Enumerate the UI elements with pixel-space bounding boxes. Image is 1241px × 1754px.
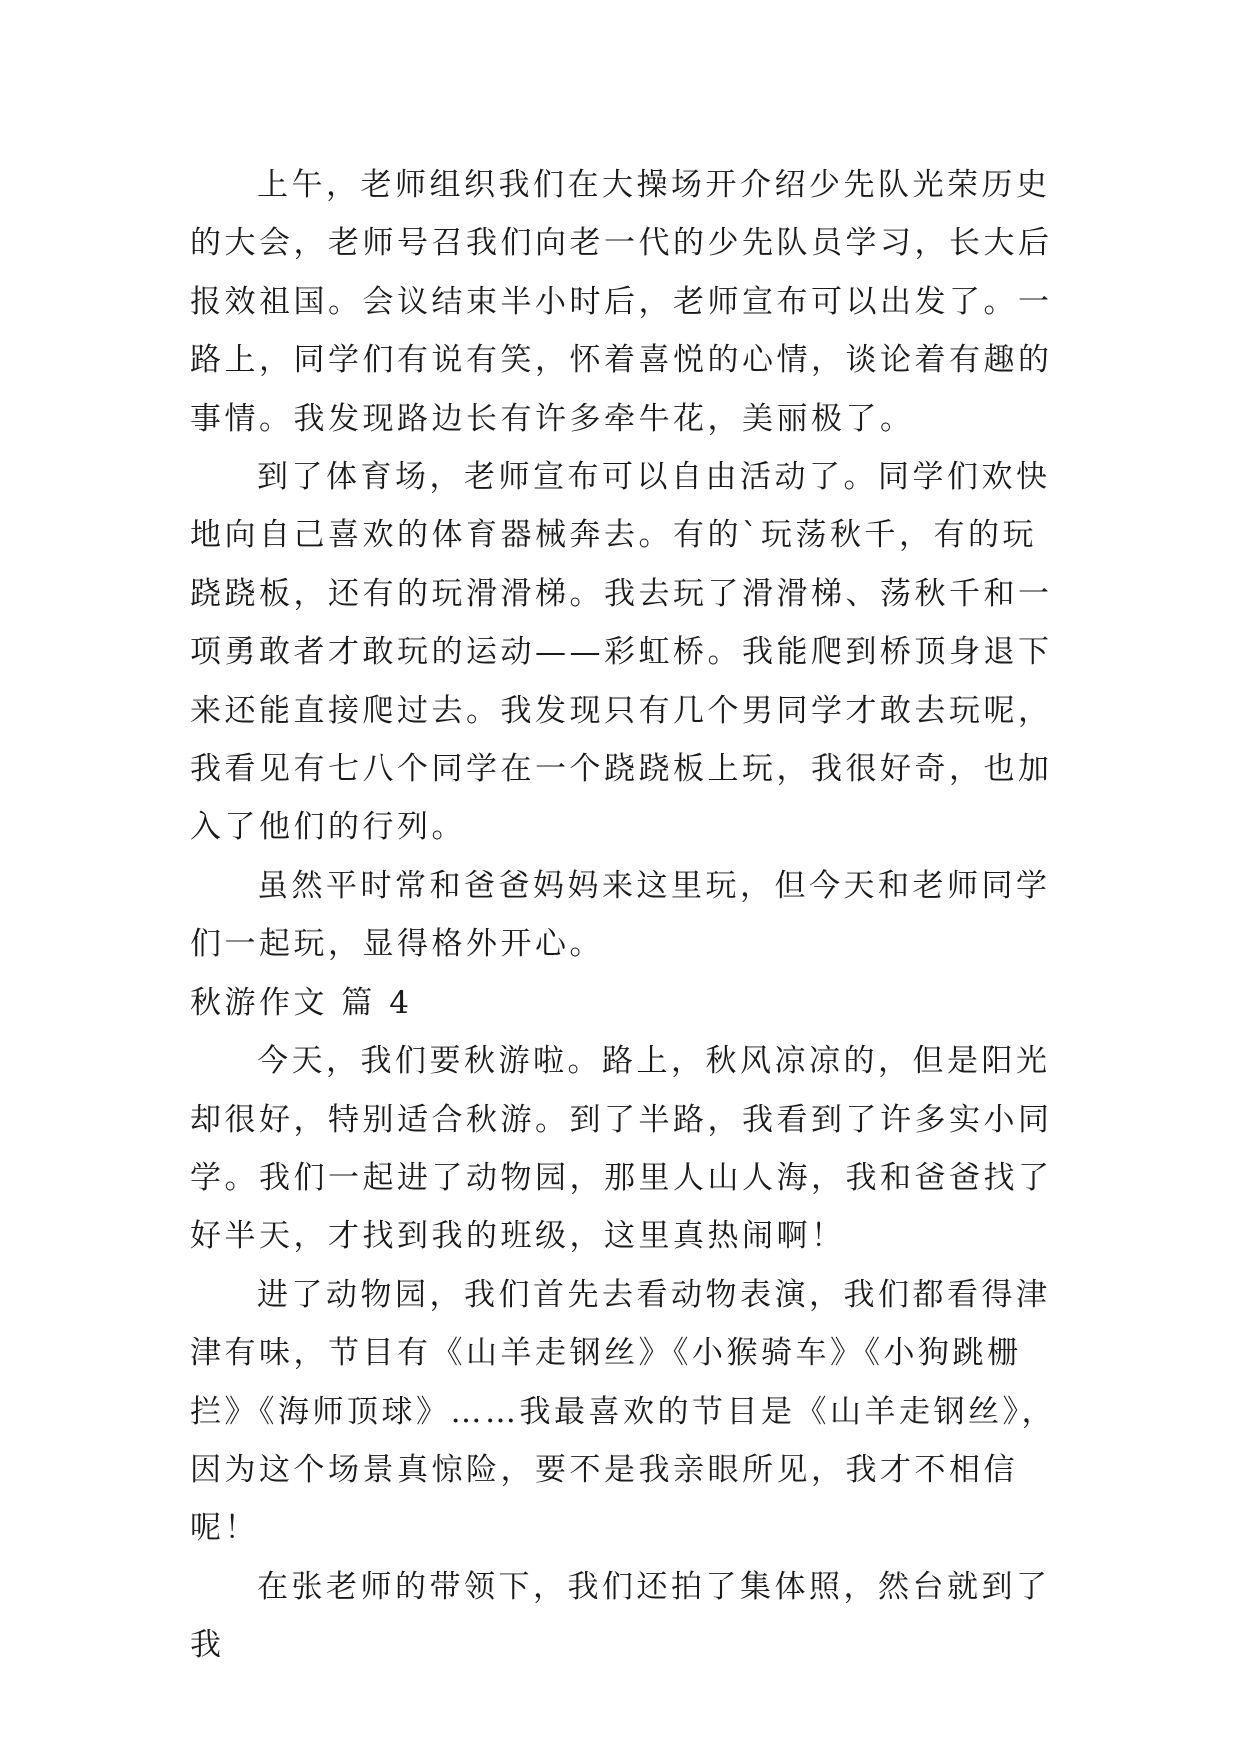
paragraph-zoo-show: 进了动物园，我们首先去看动物表演，我们都看得津津有味，节目有《山羊走钢丝》《小猴骑车》《小狗跳栅拦》《海师顶球》……我最喜欢的节目是《山羊走钢丝》，因为这个场景真惊险，要不是我亲眼所见，我才不相信呢！ <box>190 1276 1056 1547</box>
paragraph-morning-assembly: 上午，老师组织我们在大操场开介绍少先队光荣历史的大会，老师号召我们向老一代的少先队员学习，长大后报效祖国。会议结束半小时后，老师宣布可以出发了。一路上，同学们有说有笑，怀着喜悦的心情，谈论着有趣的事情。我发现路边长有许多牵牛花，美丽极了。 <box>190 167 1053 437</box>
paragraph-group-photo: 在张老师的带领下，我们还拍了集体照，然台就到了我 <box>190 1568 1051 1664</box>
section-heading: 秋游作文 篇 4 <box>190 984 413 1021</box>
document-body <box>190 156 1060 1675</box>
paragraph-stadium-activities: 到了体育场，老师宣布可以自由活动了。同学们欢快地向自己喜欢的体育器械奔去。有的`玩荡秋千，有的玩跷跷板，还有的玩滑滑梯。我去玩了滑滑梯、荡秋千和一项勇敢者才敢玩的运动——彩虹桥。我能爬到桥顶身退下来还能直接爬过去。我发现只有几个男同学才敢去玩呢，我看见有七八个同学在一个跷跷板上玩，我很好奇，也加入了他们的行列。 <box>190 459 1053 846</box>
paragraph-happy-feeling: 虽然平时常和爸爸妈妈来这里玩，但今天和老师同学们一起玩，显得格外开心。 <box>190 867 1051 963</box>
paragraph-autumn-outing: 今天，我们要秋游啦。路上，秋风凉凉的，但是阳光却很好，特别适合秋游。到了半路，我看到了许多实小同学。我们一起进了动物园，那里人山人海，我和爸爸找了好半天，才找到我的班级，这里真热闹啊！ <box>190 1043 1053 1255</box>
